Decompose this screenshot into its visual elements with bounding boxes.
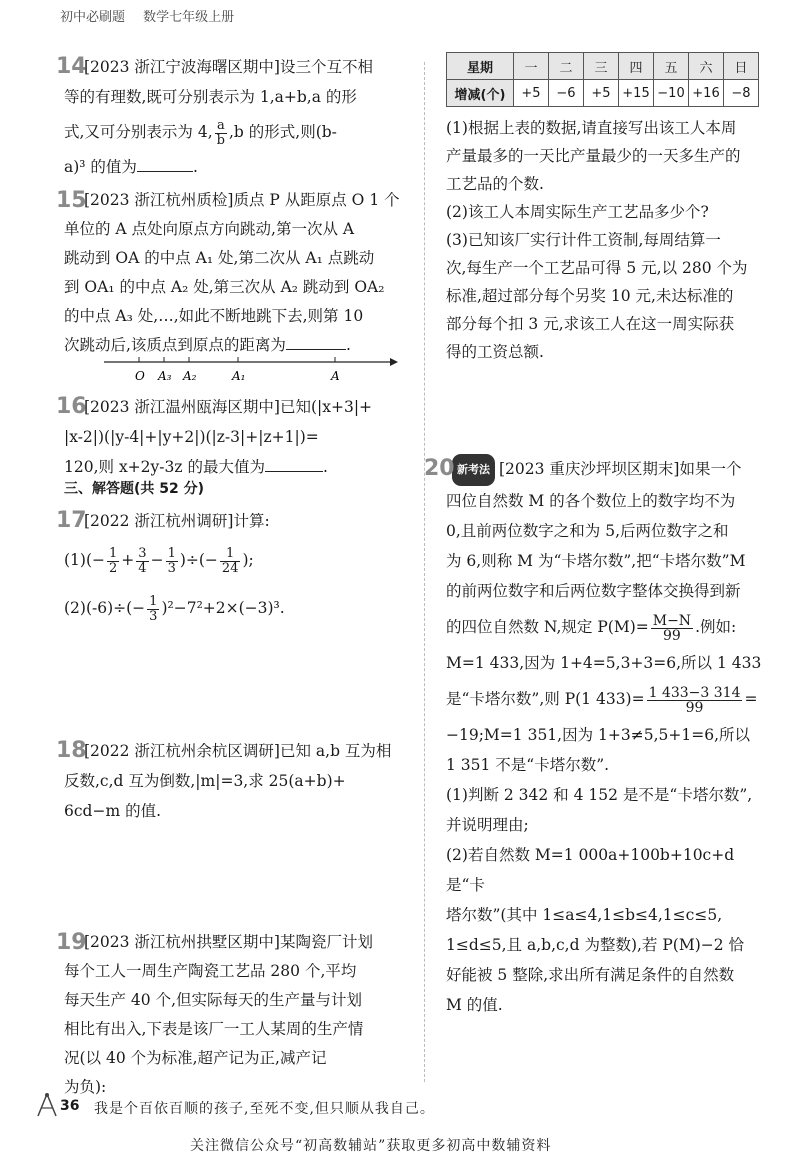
q17-part1: (1)(− $\frac{1}{2}$ + $\frac{3}{4}$ − $\frac{1}{3}$ )÷(− $\frac{1}{24}$ ); — [64, 545, 254, 576]
question-18 — [56, 736, 409, 826]
answer-blank[interactable] — [265, 457, 323, 472]
question-number: 16 — [56, 394, 87, 419]
series-title: 初中必刷题 — [60, 10, 126, 25]
q15-line2: 单位的 A 点处向原点方向跳动,第一次从 A — [64, 220, 355, 238]
q20-line1: 新考法 [2023 重庆沙坪坝区期末]如果一个 — [446, 454, 766, 486]
compass-icon — [34, 1092, 60, 1118]
q14-line1: [2023 浙江宁波海曙区期中]设三个互不相 — [84, 58, 373, 76]
q18-line2: 反数,c,d 互为倒数,|m|=3,求 25(a+b)+ — [64, 772, 346, 790]
q15-line1: [2023 浙江杭州质检]质点 P 从距原点 O 1 个 — [84, 191, 400, 209]
q20-line6: 的四位自然数 N,规定 P(M)= $\frac{M-N}{99}$ .例如: — [446, 612, 737, 644]
number-line-diagram — [100, 352, 400, 388]
q15-line6: 次跳动后,该质点到原点的距离为 . — [64, 336, 351, 354]
question-number: 18 — [56, 738, 87, 763]
q17-line1: [2022 浙江杭州调研]计算: — [84, 512, 270, 530]
fraction-a-over-b: $\frac{a}{b}$ — [216, 117, 225, 148]
answer-blank[interactable] — [286, 335, 346, 350]
q16-line1: [2023 浙江温州瓯海区期中]已知(|x+3|+ — [84, 398, 373, 416]
question-19 — [56, 928, 409, 1102]
q15-line4: 到 OA₁ 的中点 A₂ 处,第三次从 A₂ 跳动到 OA₂ — [64, 278, 385, 296]
q15-line3: 跳动到 OA 的中点 A₁ 处,第二次从 A₁ 点跳动 — [64, 249, 375, 267]
q15-line5: 的中点 A₃ 处,…,如此不断地跳下去,则第 10 — [64, 307, 364, 325]
section-heading: 三、解答题(共 52 分) — [64, 481, 205, 497]
question-15 — [56, 186, 409, 360]
q14-line4: a)³ 的值为 . — [64, 158, 198, 176]
label-a2: A₂ — [183, 369, 197, 383]
table-header-cell: 增减(个) — [447, 80, 514, 107]
q14-line2: 等的有理数,既可分别表示为 1,a+b,a 的形 — [64, 88, 357, 106]
q19-line1: [2023 浙江杭州拱墅区期中]某陶瓷厂计划 — [84, 933, 373, 951]
subject-title: 数学七年级上册 — [143, 10, 235, 25]
question-number: 20 — [424, 456, 455, 481]
q16-line2: |x-2|)(|y-4|+|y+2|)(|z-3|+|z+1|)= — [64, 428, 319, 446]
new-method-badge: 新考法 — [452, 454, 495, 486]
question-number: 14 — [56, 54, 87, 79]
page-number: 36 — [60, 1098, 80, 1114]
q14-line3: 式,又可分别表示为 4, $\frac{a}{b}$ ,b 的形式,则(b- — [64, 117, 337, 148]
footer-quote: 我是个百依百顺的孩子,至死不变,但只顺从我自己。 — [94, 1101, 435, 1117]
production-table — [446, 52, 759, 107]
column-divider — [424, 62, 425, 1082]
question-20: 20 新考法 [2023 重庆沙坪坝区期末]如果一个 四位自然数 M 的各个数位上的数字均不为 0,且前两位数字之和为 5,后两位数字之和 为 6,则称 M 为“卡塔尔数”,把“卡塔尔数”M 的前两位数字和后两位数字整体交换得到新 的四位自然数 N,规定 P(M)= $\frac{M-N}{99}$ .例如: M=1 433,因为 1+4=5,3+3=6,所以 1 433 是“卡塔尔数”,则 P(1 433)= $\frac{1 433-3 314}{99}$ = −19;M=1 351,因为 1+3≠5,5+1=6,所以 1 351 不是“卡塔尔数”. (1)判断 2 342 和 4 152 是不是“卡塔尔数”, 并说明理由; (2)若自然数 M=1 000a+100b+10c+d 是“卡 塔尔数”(其中 1≤a≤4,1≤b≤4,1≤c≤5, 1≤d≤5,且 a,b,c,d 为整数),若 P(M)−2 恰 好能被 5 整除,求出所有满足条件的自然数 M 的值. — [446, 454, 766, 1020]
q19-line2: 每个工人一周生产陶瓷工艺品 280 个,平均 — [64, 962, 357, 980]
q17-part2: (2)(-6)÷(− $\frac{1}{3}$ )²−7²+2×(−3)³. — [64, 593, 285, 624]
question-number: 17 — [56, 508, 87, 533]
q20-line8: 是“卡塔尔数”,则 P(1 433)= $\frac{1 433-3 314}{99}$ = — [446, 684, 758, 716]
question-number: 15 — [56, 188, 87, 213]
question-16 — [56, 392, 409, 482]
question-14 — [56, 52, 409, 182]
table-row: 星期 一 二 三 四 五 六 日 — [447, 53, 759, 80]
q19-line3: 每天生产 40 个,但实际每天的生产量与计划 — [64, 991, 363, 1009]
question-number: 19 — [56, 930, 87, 955]
label-a: A — [331, 369, 340, 383]
question-19-subquestions: (1)根据上表的数据,请直接写出该工人本周 产量最多的一天比产量最少的一天多生产的 工艺品的个数. (2)该工人本周实际生产工艺品多少个? (3)已知该厂实行计件工资制,每周结算一 次,每生产一个工艺品可得 5 元,以 280 个为 标准,超过部分每个另奖 10 元,未达标准的 部分每个扣 3 元,求该工人在这一周实际获 得的工资总额. — [446, 119, 748, 361]
q18-line3: 6cd−m 的值. — [64, 802, 162, 820]
q19-line4: 相比有出入,下表是该厂一工人某周的生产情 — [64, 1020, 364, 1038]
answer-blank[interactable] — [137, 157, 193, 172]
q19-line5: 况(以 40 个为标准,超产记为正,减产记 — [64, 1049, 327, 1067]
table-header-cell: 星期 — [447, 53, 514, 80]
q18-line1: [2022 浙江杭州余杭区调研]已知 a,b 互为相 — [84, 742, 392, 760]
footer-promo: 关注微信公众号“初高数辅站”获取更多初高中数辅资料 — [190, 1138, 552, 1154]
q19-line6: 为负): — [64, 1078, 107, 1096]
table-row: 增减(个) +5 −6 +5 +15 −10 +16 −8 — [447, 80, 759, 107]
label-a1: A₁ — [232, 369, 246, 383]
q16-line3: 120,则 x+2y-3z 的最大值为 . — [64, 458, 328, 476]
label-o: O — [135, 369, 145, 383]
label-a3: A₃ — [158, 369, 172, 383]
question-17 — [56, 506, 409, 632]
page-header — [60, 6, 248, 25]
